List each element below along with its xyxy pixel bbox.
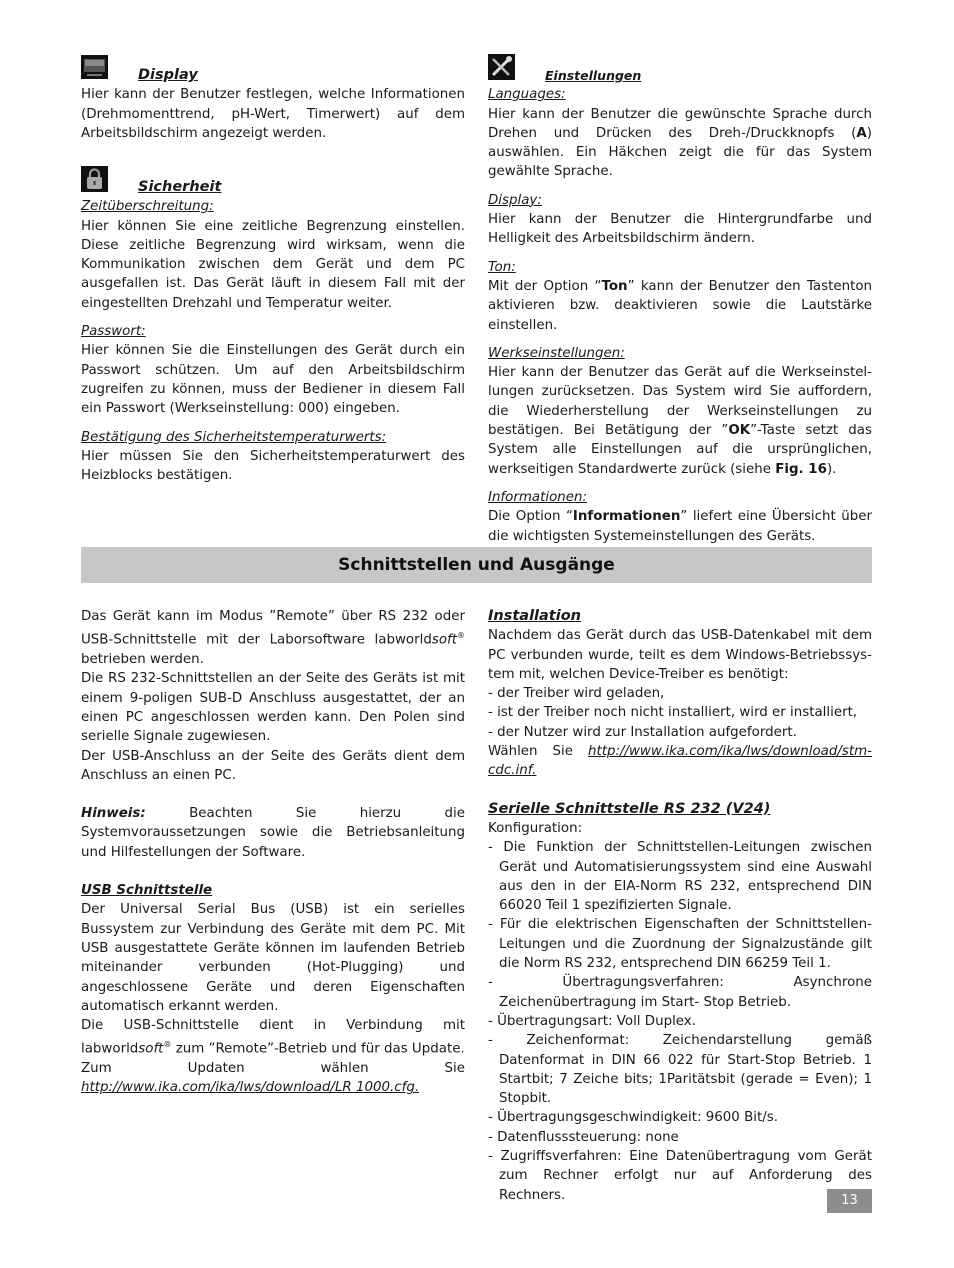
display-text: Hier kann der Benutzer festlegen, welche Informationen (Drehmomenttrend, pH-Wert, Timerwert) auf dem Arbeitsbildschirm angezeigt werden. (81, 87, 465, 141)
list-item: - Die Funktion der Schnittstellen-Leitungen zwischen Gerät und Automatisierungssystem sind eine Auswahl aus den in der EIA-Norm RS 232, entsprechend DIN 66020 Teil 1 spezifizierten Signale. (488, 840, 872, 914)
intro-paragraph-2: Die RS 232-Schnittstellen an der Seite des Geräts ist mit einem 9-poligen SUB-D Anschluss ausgestattet, der an einen PC angeschlossen werden kann. Den Polen sind serielle Signale zugewiesen. (81, 671, 465, 745)
usb-paragraph-3: Zum Updaten wählen Sie http://www.ika.com/ika/lws/download/LR 1000.cfg. (81, 1061, 465, 1096)
intro-paragraph-3: Der USB-Anschluss an der Seite des Geräts dient dem Anschluss an einen PC. (81, 748, 465, 783)
languages-text: Hier kann der Benutzer die gewünschte Sprache durch Drehen und Drücken des Dreh-/Druckknopfs (A) auswählen. Ein Häkchen zeigt die für das System gewählte Sprache. (488, 106, 872, 180)
informationen-text: Die Option “Informationen” liefert eine Übersicht über die wichtigsten Systemeinstellungen des Geräts. (488, 509, 872, 544)
rs232-heading: Serielle Schnittstelle RS 232 (V24) (488, 800, 771, 817)
installation-heading: Installation (488, 608, 581, 624)
installation-section (488, 607, 872, 1205)
languages-label: Languages: (488, 87, 566, 103)
list-item: - ist der Treiber noch nicht installiert, wird er installiert, (488, 705, 858, 721)
list-item: - Datenflusssteuerung: none (488, 1129, 679, 1145)
section-banner: Schnittstellen und Ausgänge (81, 547, 872, 583)
bestaetigung-label: Bestätigung des Sicherheitstemperaturwerts: (81, 429, 387, 445)
ton-label: Ton: (488, 259, 516, 275)
werkseinstellungen-text: Hier kann der Benutzer das Gerät auf die Werkseinstellungen zurücksetzen. Das System wird Sie auffordern, die Wiederherstellung der Werkseinstellungen zu bestätigen. Bei Betätigung der ”OK”-Taste setzt das System alle Einstellungen auf die ursprünglichen, werkseitigen Standardwerte zurück (siehe Fig. 16). (488, 365, 872, 477)
update-download-link[interactable]: http://www.ika.com/ika/lws/download/LR 1000.cfg. (81, 1080, 420, 1096)
display-setting-text: Hier kann der Benutzer die Hintergrundfarbe und Helligkeit des Arbeitsbildschirm ändern. (488, 212, 872, 247)
passwort-text: Hier können Sie die Einstellungen des Gerät durch ein Passwort schützen. Um auf den Arbeitsbildschirm zugreifen zu können, muss der Bediener in diesem Fall ein Passwort (Werkseinstellung: 000) eingeben. (81, 343, 465, 417)
display-setting-label: Display: (488, 192, 542, 208)
driver-download-link[interactable]: http://www.ika.com/ika/lws/download/stm-cdc.inf. (488, 744, 872, 779)
list-item: - Übertragungsart: Voll Duplex. (488, 1013, 696, 1029)
list-item: - Übertragungsgeschwindigkeit: 9600 Bit/s. (488, 1110, 778, 1126)
usb-heading: USB Schnittstelle (81, 883, 213, 899)
zeitueberschreitung-text: Hier können Sie eine zeitliche Begrenzung einstellen. Diese zeitliche Begrenzung wird wirksam, wenn die Kommunikation zwischen dem Gerät und dem PC ausgefallen ist. Das Gerät läuft in diesem Fall mit der eingestellten Drehzahl und Temperatur weiter. (81, 218, 465, 311)
list-item: - der Nutzer wird zur Installation aufgefordert. (488, 724, 797, 740)
display-section (81, 66, 465, 143)
rs232-list (488, 838, 872, 1205)
list-item: - Zugriffsverfahren: Eine Datenübertragung vom Gerät zum Rechner erfolgt nur auf Anforderung des Rechners. (488, 1149, 872, 1203)
einstellungen-heading: Einstellungen (545, 68, 642, 83)
installation-link-paragraph: Wählen Sie http://www.ika.com/ika/lws/download/stm-cdc.inf. (488, 744, 872, 779)
hinweis-paragraph: Hinweis: Beachten Sie hierzu die Systemvoraussetzungen sowie die Betriebsanleitung und Hilfestellungen der Software. (81, 806, 465, 860)
sicherheit-heading: Sicherheit (138, 179, 222, 195)
usb-paragraph-1: Der Universal Serial Bus (USB) ist ein serielles Bussystem zur Verbindung des Geräte mit dem PC. Mit USB ausgestattete Geräte können im laufenden Betrieb miteinander verbunden (Hot-Plugging) und angeschlossene Geräte und deren Eigenschaften automatisch erkannt werden. (81, 902, 465, 1014)
page-number: 13 (827, 1189, 872, 1213)
bestaetigung-text: Hier müssen Sie den Sicherheitstemperaturwert des Heizblocks bestätigen. (81, 448, 465, 484)
werkseinstellungen-label: Werkseinstellungen: (488, 345, 625, 361)
installation-paragraph: Nachdem das Gerät durch das USB-Datenkabel mit dem PC verbunden wurde, teilt es dem Windows-Betriebssystem mit, welchen Device-Treiber es benötigt: (488, 628, 872, 682)
display-heading: Display (138, 67, 198, 83)
intro-section (81, 607, 465, 1098)
informationen-label: Informationen: (488, 489, 587, 505)
installation-list (488, 684, 872, 742)
ton-text: Mit der Option “Ton” kann der Benutzer den Tastenton aktivieren bzw. deaktivieren sowie die Lautstärke einstellen. (488, 278, 872, 333)
list-item: - der Treiber wird geladen, (488, 686, 665, 702)
list-item: - Zeichenformat: Zeichendarstellung gemäß Datenformat in DIN 66 022 für Start-Stop Betrieb. 1 Startbit; 7 Zeiche bits; 1Paritätsbit (gerade = Even); 1 Stopbit. (488, 1033, 872, 1107)
zeitueberschreitung-label: Zeitüberschreitung: (81, 199, 214, 215)
einstellungen-section (488, 66, 872, 546)
sicherheit-section (81, 178, 465, 485)
list-item: - Übertragungsverfahren: Asynchrone Zeichenübertragung im Start- Stop Betrieb. (488, 975, 872, 1010)
passwort-label: Passwort: (81, 324, 146, 340)
usb-paragraph-2: Die USB-Schnittstelle dient in Verbindung mit labworldsoft® zum ”Remote”-Betrieb und für das Update. (81, 1018, 465, 1057)
list-item: - Für die elektrischen Eigenschaften der Schnittstellen- Leitungen und die Zuordnung der Signalzustände gilt die Norm RS 232, entsprechend DIN 66259 Teil 1. (488, 917, 872, 972)
intro-paragraph-1: Das Gerät kann im Modus ”Remote” über RS 232 oder USB-Schnittstelle mit der Laborsoftware labworldsoft® betrieben werden. (81, 609, 465, 668)
konfiguration-label: Konfiguration: (488, 820, 583, 836)
